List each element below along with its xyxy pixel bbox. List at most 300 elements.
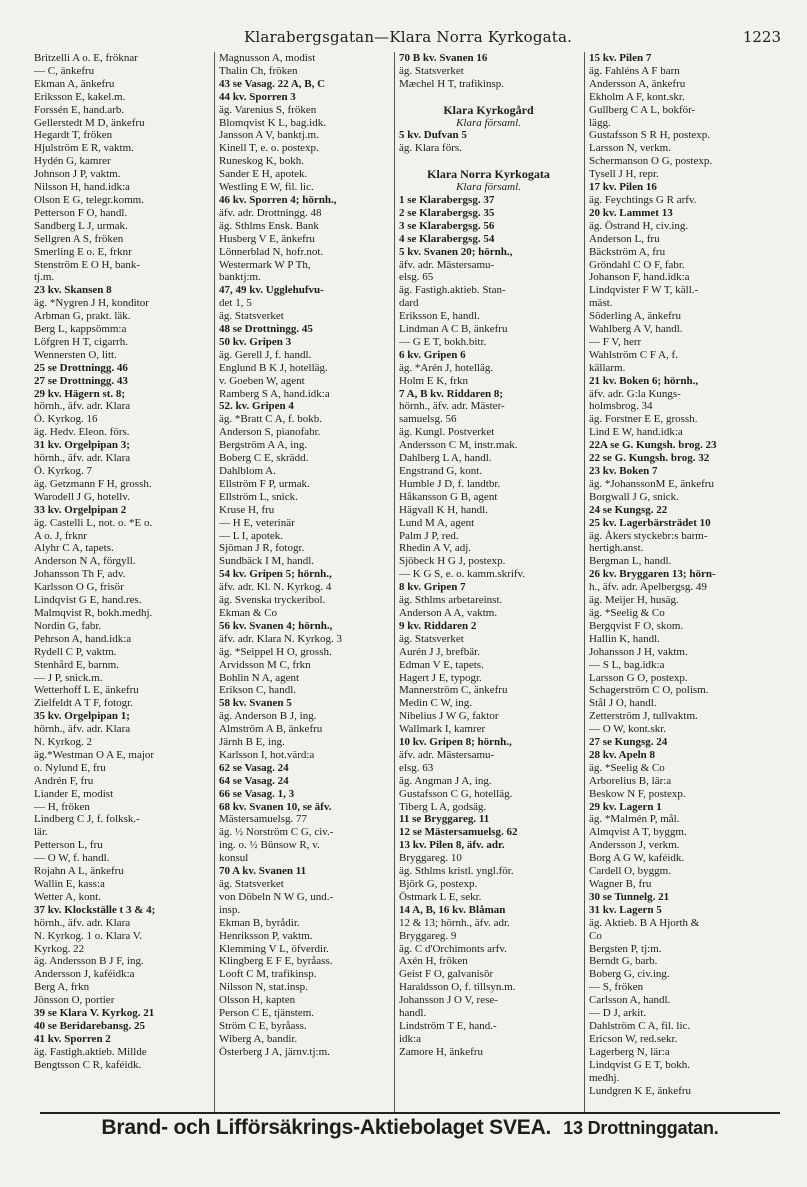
spacer-line [399,91,578,104]
directory-entry: — O W, kont.skr. [589,723,667,736]
directory-entry: Mannerström C, änkefru [399,684,508,697]
directory-entry: Stål J O, handl. [589,697,657,710]
directory-entry: Ö. Kyrkog. 7 [34,465,93,477]
directory-entry: 43 se Vasag. 22 A, B, C [219,77,326,90]
directory-entry: 27 se Drottningg. 43 [34,374,128,387]
directory-entry: Stenhård E, barnm. [34,658,119,671]
directory-entry: mäst. [589,297,613,310]
directory-entry: Magnusson A, modist [219,52,316,64]
directory-entry: — F V, herr [589,335,642,348]
directory-entry: Thalin Ch, fröken [219,64,298,77]
directory-entry: 41 kv. Sporren 2 [34,1032,111,1045]
directory-entry: äg. Getzmann F H, grossh. [34,477,152,490]
directory-entry: 62 se Vasag. 24 [219,761,289,774]
directory-entry: 3 se Klarabergsg. 56 [399,219,495,232]
directory-entry: 13 kv. Pilen 8, äfv. adr. [399,839,505,852]
directory-entry: 27 se Kungsg. 24 [589,736,668,749]
directory-entry: Rhedin A V, adj. [399,542,472,555]
directory-entry: Karlsson I, hot.värd:a [219,748,315,761]
page-title: Klarabergsgatan—Klara Norra Kyrkogata. [244,28,573,46]
directory-entry: äg. Feychtings G R arfv. [589,193,697,206]
directory-entry: Lindqvist G E T, bokh. [589,1058,691,1071]
directory-entry: äg. *Seippel H O, grossh. [219,645,332,658]
directory-entry: 23 kv. Boken 7 [589,465,658,477]
directory-entry: Johansson J H, vaktm. [589,645,688,658]
directory-entry: Gröndahl C O F, fabr. [589,258,685,271]
directory-entry: Petterson F O, handl. [34,206,128,219]
directory-entry: Humble J D, f. landtbr. [399,477,501,490]
directory-entry: Liander E, modist [34,787,114,800]
directory-entry: äg. Klara förs. [399,142,462,155]
directory-entry: Almqvist A T, byggm. [589,826,687,839]
directory-entry: dard [399,297,419,310]
directory-entry: 25 se Drottningg. 46 [34,361,128,374]
directory-entry: 5 kv. Dufvan 5 [399,129,467,142]
directory-entry: Kruse H, fru [219,503,275,516]
directory-entry: 4 se Klarabergsg. 54 [399,232,495,245]
directory-entry: insp. [219,903,241,916]
directory-entry: Bergman L, handl. [589,555,672,568]
directory-entry: Petterson L, fru [34,839,103,852]
footer-company: Brand- och Lifförsäkrings-Aktiebolaget SVEA. [101,1116,552,1139]
directory-entry: Lindqvister F W T, käll.- [589,284,699,297]
directory-entry: Bengtsson C R, kaféidk. [34,1058,142,1071]
directory-entry: Wahlström C F A, f. [589,348,678,361]
directory-entry: äg. ½ Norström C G, civ.- [219,826,334,839]
directory-entry: Karlsson O G, frisör [34,581,124,594]
directory-entry: 54 kv. Gripen 5; hörnh., [219,568,332,581]
directory-entry: 24 se Kungsg. 22 [589,503,668,516]
directory-entry: 46 kv. Sporren 4; hörnh., [219,193,337,206]
directory-entry: Nibelius J W G, faktor [399,710,499,723]
directory-entry: Schagerström C O, polism. [589,684,709,697]
directory-entry: Wallin E, kass:a [34,878,105,890]
directory-entry: Co [589,929,602,942]
directory-entry: Östmark L E, sekr. [399,890,482,903]
directory-entry: Ström C E, byråass. [219,1019,307,1032]
directory-entry: samuelsg. 56 [399,413,457,426]
directory-entry: Warodell J G, hotellv. [34,490,130,503]
directory-entry: Anderson A A, vaktm. [399,606,498,619]
directory-entry: Berg L, kappsömm:a [34,323,127,336]
directory-entry: äg.*Westman O A E, major [34,748,155,761]
directory-entry: lär. [34,826,48,839]
directory-entry: Bergsten P, tj:m. [589,942,662,955]
directory-entry: 37 kv. Klockställe t 3 & 4; [34,903,156,916]
directory-entry: Medin C W, ing. [399,697,473,710]
directory-entry: Wagner B, fru [589,878,652,890]
directory-entry: Husberg V E, änkefru [219,232,315,245]
directory-entry: äg. *Seelig & Co [589,606,665,619]
directory-entry: 48 se Drottningg. 45 [219,323,313,336]
directory-entry: Anderson N A, förgyll. [34,555,136,568]
directory-entry: — L I, apotek. [219,529,284,542]
directory-entry: 20 kv. Lammet 13 [589,206,673,219]
directory-entry: äg. Castelli L, not. o. *E o. [34,516,153,529]
directory-entry: Zielfeldt A T F, fotogr. [34,697,133,710]
directory-entry: Kinell T, e. o. postexp. [219,142,319,155]
directory-entry: äg. *Bratt C A, f. bokb. [219,413,322,426]
directory-entry: äg. Statsverket [399,632,464,645]
directory-entry: Berg A, frkn [34,981,90,994]
directory-entry: 50 kv. Gripen 3 [219,335,292,348]
directory-entry: Larsson N, verkm. [589,142,671,155]
directory-entry: Gellerstedt M D, änkefru [34,116,145,129]
directory-entry: hörnh., äfv. adr. Klara [34,916,131,929]
directory-entry: Sander E H, apotek. [219,168,308,181]
directory-entry: 14 A, B, 16 kv. Blåman [399,903,506,916]
directory-entry: Bergqvist F O, skom. [589,619,684,632]
directory-entry: Runeskog K, bokh. [219,155,304,168]
directory-entry: källarm. [589,361,626,374]
directory-entry: äg. Anderson B J, ing. [219,710,317,723]
directory-entry: äfv. adr. Drottningg. 48 [219,206,322,219]
directory-entry: Johansson Th F, adv. [34,568,126,581]
directory-entry: — J P, snick.m. [34,671,103,684]
directory-entry: Lagerberg N, lär:a [589,1045,670,1058]
directory-entry: 33 kv. Orgelpipan 2 [34,503,127,516]
directory-entry: äg. Kungl. Postverket [399,426,495,439]
directory-entry: Ekman & Co [219,606,278,619]
directory-entry: Andersson A, änkefru [589,77,686,90]
directory-entry: 5 kv. Svanen 20; hörnh., [399,245,513,258]
directory-entry: äg. *Arén J, hotelläg. [399,361,494,374]
directory-entry: Almström A B, änkefru [219,723,323,736]
directory-entry: Rojahn A L, änkefru [34,865,124,878]
directory-entry: 28 kv. Apeln 8 [589,748,656,761]
directory-entry: — S L, bag.idk:a [589,658,665,671]
directory-entry: Gustafsson C G, hotelläg. [399,787,513,800]
directory-entry: äg. Sthlms kristl. yngl.för. [399,865,514,878]
directory-entry: Hallin K, handl. [589,632,660,645]
directory-entry: Beskow N F, postexp. [589,787,686,800]
directory-entry: äg. Hedv. Eleon. förs. [34,426,130,439]
directory-entry: äg. Andersson B J F, ing. [34,955,144,968]
directory-entry: Johanson F, hand.idk:a [589,271,690,284]
directory-entry: Malmqvist R, bokh.medhj. [34,606,153,619]
directory-entry: Nilsson H, hand.idk:a [34,181,130,194]
directory-entry: Tysell J H, repr. [589,168,659,181]
directory-entry: äfv. adr. Klara N. Kyrkog. 3 [219,632,342,645]
directory-entry: 15 kv. Pilen 7 [589,52,652,64]
directory-entry: äg. Östrand H, civ.ing. [589,219,689,232]
directory-entry: idk:a [399,1032,421,1045]
directory-entry: Bohlin N A, agent [219,671,300,684]
directory-entry: 39 se Klara V. Kyrkog. 21 [34,1007,155,1020]
directory-entry: Olsson H, kapten [219,994,296,1007]
directory-entry: Zamore H, änkefru [399,1045,483,1058]
directory-entry: 29 kv. Hägern st. 8; [34,387,126,400]
directory-entry: Looft C M, trafikinsp. [219,968,317,981]
directory-entry: Wahlberg A V, handl. [589,323,683,336]
directory-entry: 35 kv. Orgelpipan 1; [34,710,130,723]
directory-entry: Sandberg L J, urmak. [34,219,128,232]
directory-entry: 44 kv. Sporren 3 [219,90,296,103]
directory-entry: Löfgren H T, cigarrh. [34,335,128,348]
directory-entry: äg. *Malmén P, mål. [589,813,680,826]
directory-entry: Klara Kyrkogård [443,103,534,117]
directory-entry: Sjöbeck H G J, postexp. [399,555,506,568]
directory-entry: v. Goeben W, agent [219,374,305,387]
directory-entry: — K G S, e. o. kamm.skrifv. [399,568,526,581]
directory-entry: 47, 49 kv. Ugglehufvu- [219,284,324,297]
directory-entry: Holm E K, frkn [399,374,469,387]
directory-entry: A o. J, frknr [34,529,87,542]
directory-entry: Sjöman J R, fotogr. [219,542,305,555]
directory-entry: Ekholm A F, kont.skr. [589,90,685,103]
directory-entry: Edman V E, tapets. [399,658,484,671]
directory-entry: Arbman G, prakt. läk. [34,310,131,323]
directory-entry: Håkansson G B, agent [399,490,498,503]
directory-entry: Wennersten O, litt. [34,348,117,361]
directory-entry: Wetter A, kont. [34,890,101,903]
directory-entry: N. Kyrkog. 2 [34,736,93,749]
directory-entry: Boberg C E, skrädd. [219,452,309,465]
directory-entry: 40 se Beridarebansg. 25 [34,1019,146,1032]
directory-entry: Englund B K J, hotelläg. [219,361,328,374]
directory-entry: Bryggareg. 10 [399,852,462,865]
directory-entry: äg. *JohanssonM E, änkefru [589,477,714,490]
directory-entry: — H, fröken [34,800,90,813]
directory-entry: 17 kv. Pilen 16 [589,181,657,194]
directory-entry: Blomqvist K L, bag.idk. [219,116,326,129]
directory-entry: hörnh., äfv. adr. Klara [34,400,131,413]
directory-entry: 25 kv. Lagerbärsträdet 10 [589,516,711,529]
directory-entry: Britzelli A o. E, fröknar [34,52,138,64]
directory-entry: Geist F O, galvanisör [399,968,494,981]
directory-entry: — H E, veterinär [219,516,295,529]
directory-entry: Cardell O, byggm. [589,865,671,878]
directory-entry: h., äfv. adr. Apelbergsg. 49 [589,581,707,594]
directory-entry: Olson E G, telegr.komm. [34,193,144,206]
directory-entry: Dahlblom A. [219,465,276,477]
directory-entry: Hagert J E, typogr. [399,671,482,684]
directory-entry: äg. Angman J A, ing. [399,774,492,787]
directory-entry: Dahlström C A, fil. lic. [589,1019,691,1032]
directory-entry: Anderson S, pianofabr. [219,426,321,439]
directory-entry: Klara församl. [456,181,521,194]
directory-entry: äg. Statsverket [219,310,284,323]
directory-entry: Carlsson A, handl. [589,994,671,1007]
directory-entry: 21 kv. Boken 6; hörnh., [589,374,699,387]
directory-entry: Ö. Kyrkog. 16 [34,413,98,426]
directory-entry: Björk G, postexp. [399,878,478,890]
directory-entry: 29 kv. Lagern 1 [589,800,662,813]
directory-entry: Lund M A, agent [399,516,475,529]
directory-entry: äg. Svenska tryckeribol. [219,594,326,607]
directory-entry: Borgwall J G, snick. [589,490,679,503]
directory-entry: Engstrand G, kont. [399,465,483,477]
directory-entry: äfv. adr. Kl. N. Kyrkog. 4 [219,581,332,594]
directory-entry: hörnh., äfv. adr. Klara [34,723,131,736]
directory-entry: — C, änkefru [34,64,95,77]
directory-entry: 66 se Vasag. 1, 3 [219,787,295,800]
directory-entry: Aurén J J, brefbär. [399,645,480,658]
directory-entry: Dahlberg L A, handl. [399,452,492,465]
directory-entry: Schermanson O G, postexp. [589,155,713,168]
directory-entry: — G E T, bokh.bitr. [399,335,487,348]
directory-entry: 22 se G. Kungsh. brog. 32 [589,452,710,465]
directory-entry: Arborelius B, lär:a [589,774,672,787]
directory-entry: Pehrson A, hand.idk:a [34,632,132,645]
directory-entry: äg. Meijer H, husäg. [589,594,679,607]
directory-entry: — D J, arkit. [589,1007,647,1020]
directory-entry: Klemming V L, öfverdir. [219,942,329,955]
directory-entry: Wetterhoff L E, änkefru [34,684,139,697]
directory-entry: Lindman A C B, änkefru [399,323,508,336]
directory-entry: Smerling E o. E, frknr [34,245,132,258]
directory-entry: Nordin G, fabr. [34,619,102,632]
directory-entry: äfv. adr. G:la Kungs- [589,387,681,400]
directory-entry: Nilsson N, stat.insp. [219,981,308,994]
directory-entry: äfv. adr. Mästersamu- [399,258,495,271]
directory-entry: 52. kv. Gripen 4 [219,400,294,413]
directory-entry: Jönsson O, portier [34,994,115,1007]
directory-entry: Hydén G, kamrer [34,155,111,168]
directory-entry: Kyrkog. 22 [34,942,85,955]
directory-entry: 68 kv. Svanen 10, se äfv. [219,800,332,813]
directory-entry: holmsbrog. 34 [589,400,653,413]
directory-entry: äfv. adr. Mästersamu- [399,748,495,761]
directory-entry: Zetterström J, tullvaktm. [589,710,698,723]
directory-entry: äg. Fastigh.aktieb. Millde [34,1045,147,1058]
directory-entry: Lundgren K E, änkefru [589,1084,692,1097]
directory-entry: Bergström A A, ing. [219,439,308,452]
directory-entry: Lönnerblad N, hofr.not. [219,245,324,258]
directory-entry: Klara Norra Kyrkogata [427,168,550,182]
directory-entry: o. Nylund E, fru [34,761,106,774]
column-4 [584,52,784,1112]
directory-entry: Andersson C M, instr.mak. [399,439,518,452]
directory-entry: Eriksson E, kakel.m. [34,90,126,103]
directory-entry: Andrén F, fru [34,774,94,787]
directory-entry: Berndt G, barb. [589,955,658,968]
directory-entry: Bäckström A, fru [589,245,666,258]
directory-entry: Johansson J O V, rese- [399,994,498,1007]
directory-entry: 12 & 13; hörnh., äfv. adr. [399,916,510,929]
directory-entry: Sellgren A S, fröken [34,232,124,245]
directory-entry: Lindberg C J, f. folksk.- [34,813,140,826]
directory-entry: 31 kv. Lagern 5 [589,903,662,916]
directory-entry: 22A se G. Kungsh. brog. 23 [589,439,717,452]
directory-entry: Ericson W, red.sekr. [589,1032,678,1045]
directory-entry: äg. *Seelig & Co [589,761,665,774]
directory-entry: äg. Statsverket [399,64,464,77]
directory-entry: elsg. 63 [399,761,434,774]
directory-entry: äg. Fahléns A F barn [589,64,680,77]
directory-entry: Klara församl. [456,116,521,129]
directory-entry: 11 se Bryggareg. 11 [399,813,490,826]
directory-entry: Axén H, fröken [399,955,468,968]
directory-entry: Wallmark I, kamrer [399,723,486,736]
directory-entry: Forssén E, hand.arb. [34,103,125,116]
directory-entry: Andersson J, verkm. [589,839,680,852]
directory-entry: Sundbäck I M, handl. [219,555,315,568]
directory-entry: Mästersamuelsg. 77 [219,813,307,826]
directory-entry: äg. Åkers styckebr:s barm- [589,529,708,542]
directory-entry: — S, fröken [589,981,644,994]
directory-entry: ing. o. ½ Bünsow R, v. [219,839,320,852]
directory-entry: 8 kv. Gripen 7 [399,581,466,594]
directory-entry: Ellström L, snick. [219,490,298,503]
directory-entry: handl. [399,1007,427,1020]
directory-entry: äg. Sthlms arbetareinst. [399,594,503,607]
directory-entry: — O W, f. handl. [34,852,110,865]
directory-entry: Palm J P, red. [399,529,459,542]
directory-entry: banktj:m. [219,271,261,284]
directory-entry: äg. *Nygren J H, konditor [34,297,149,310]
directory-entry: Lind E W, hand.idk:a [589,426,683,439]
directory-entry: 31 kv. Orgelpipan 3; [34,439,130,452]
directory-entry: Arvidsson M C, frkn [219,658,311,671]
directory-entry: äg. Aktieb. B A Hjorth & [589,916,700,929]
directory-entry: Jansson A V, banktj.m. [219,129,319,142]
directory-entry: Alyhr C A, tapets. [34,542,114,555]
directory-entry: Ramberg S A, hand.idk:a [219,387,330,400]
directory-entry: 70 A kv. Svanen 11 [219,865,307,878]
directory-entry: Borg A G W, kaféidk. [589,852,685,865]
directory-entry: 9 kv. Riddaren 2 [399,619,477,632]
directory-entry: Ekman B, byrådir. [219,916,300,929]
directory-entry: Johnson J P, vaktm. [34,168,121,181]
directory-entry: Lindqvist G E, hand.res. [34,594,142,607]
directory-entry: 30 se Tunnelg. 21 [589,890,670,903]
directory-entry: 6 kv. Gripen 6 [399,348,466,361]
directory-entry: Haraldsson O, f. tillsyn.m. [399,981,516,994]
directory-entry: 56 kv. Svanen 4; hörnh., [219,619,333,632]
directory-entry: von Döbeln N W G, und.- [219,890,334,903]
directory-entry: Erikson C, handl. [219,684,296,697]
directory-entry: äg. Gerell J, f. handl. [219,348,312,361]
spacer-line [399,155,578,168]
directory-entry: äg. Forstner E E, grossh. [589,413,698,426]
directory-entry: Tiberg L A, godsäg. [399,800,487,813]
directory-entry: Bryggareg. 9 [399,929,457,942]
directory-entry: Järnh B E, ing. [219,736,285,749]
directory-entry: 7 A, B kv. Riddaren 8; [399,387,504,400]
directory-entry: äg. C d'Orchimonts arfv. [399,942,507,955]
directory-entry: Person C E, tjänstem. [219,1007,315,1020]
column-1 [34,52,208,1112]
directory-entry: Eriksson E, handl. [399,310,480,323]
directory-entry: Anderson L, fru [589,232,660,245]
directory-entry: Gustafsson S R H, postexp. [589,129,711,142]
directory-entry: det 1, 5 [219,297,252,310]
directory-entry: Söderling A, änkefru [589,310,681,323]
directory-entry: Boberg G, civ.ing. [589,968,670,981]
directory-entry: Andersson J, kaféidk:a [34,968,135,981]
directory-entry: Rydell C P, vaktm. [34,645,117,658]
column-3 [394,52,578,1112]
directory-entry: 2 se Klarabergsg. 35 [399,206,495,219]
directory-entry: 23 kv. Skansen 8 [34,284,112,297]
directory-entry: 58 kv. Svanen 5 [219,697,292,710]
directory-entry: Hegardt T, fröken [34,129,113,142]
directory-entry: Österberg J A, järnv.tj:m. [219,1045,330,1058]
directory-entry: hörnh., äfv. adr. Klara [34,452,131,465]
page-number: 1223 [742,28,781,46]
directory-entry: 10 kv. Gripen 8; hörnh., [399,736,512,749]
directory-entry: 70 B kv. Svanen 16 [399,52,488,64]
directory-entry: äg. Fastigh.aktieb. Stan- [399,284,506,297]
directory-entry: 64 se Vasag. 24 [219,774,289,787]
directory-entry: äg. Varenius S, fröken [219,103,317,116]
directory-entry: 1 se Klarabergsg. 37 [399,193,495,206]
column-2 [214,52,388,1112]
directory-entry: Ekman A, änkefru [34,77,115,90]
directory-entry: äg. Sthlms Ensk. Bank [219,219,319,232]
directory-entry: Henriksson P, vaktm. [219,929,313,942]
